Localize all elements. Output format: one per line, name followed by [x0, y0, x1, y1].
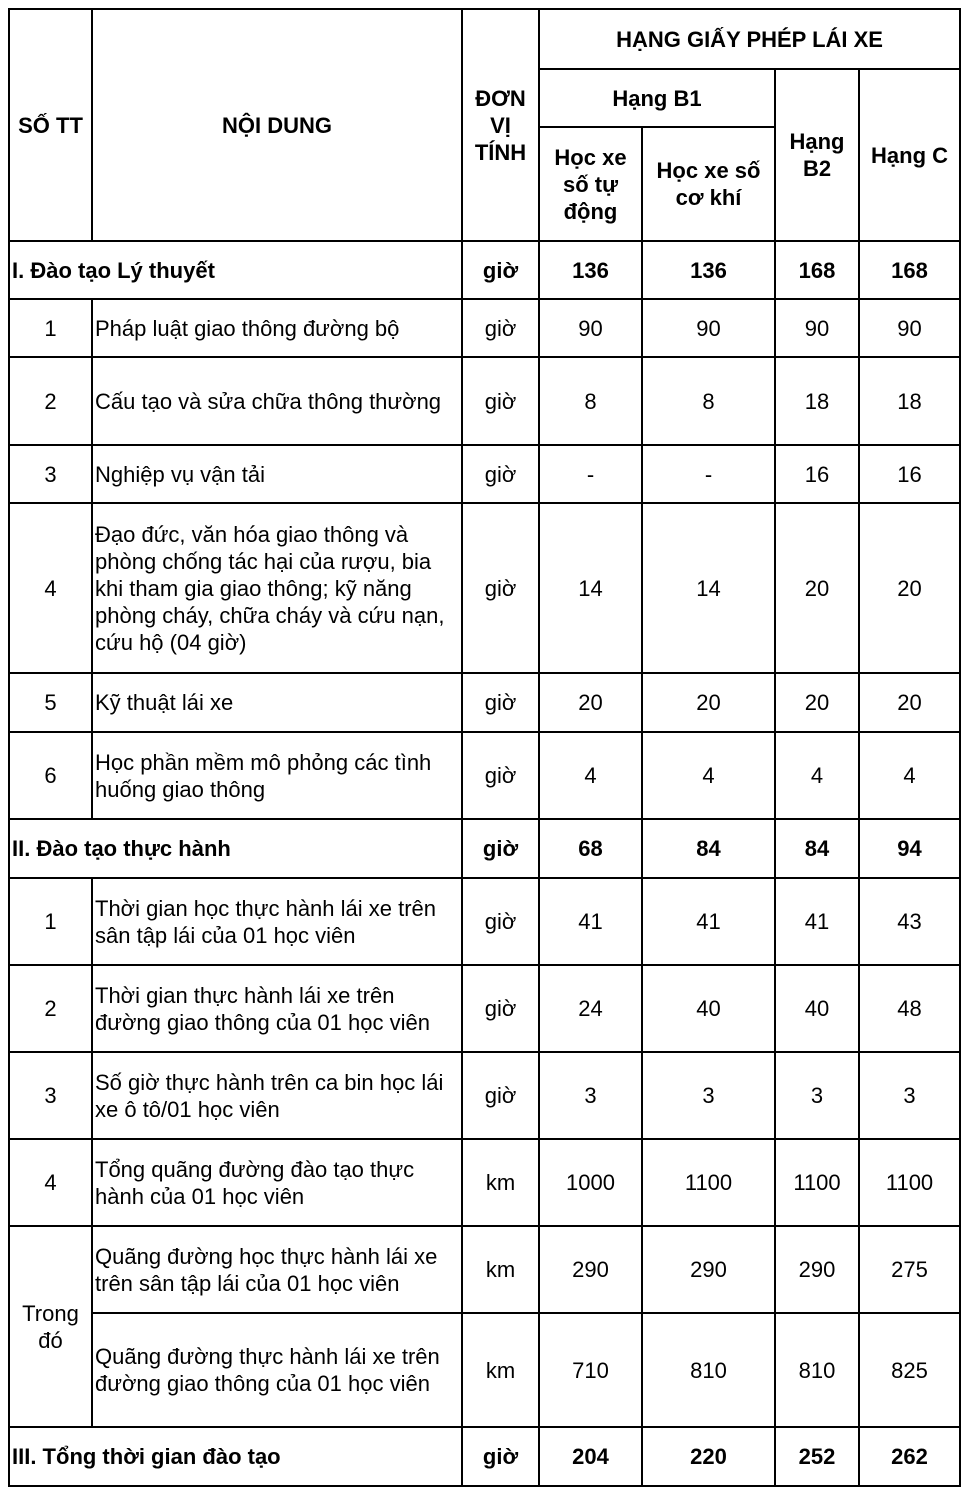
row-value-b2: 290	[775, 1226, 859, 1313]
row-value-b1-manual: 3	[642, 1052, 775, 1139]
row-value-b2: 18	[775, 357, 859, 445]
row-content: Quãng đường học thực hành lái xe trên sân tập lái của 01 học viên	[92, 1226, 462, 1313]
section-1-title: I. Đào tạo Lý thuyết	[9, 241, 462, 299]
row-unit: giờ	[462, 965, 539, 1052]
header-row-1	[9, 9, 960, 69]
row-value-b2: 90	[775, 299, 859, 357]
row-value-b1-manual: -	[642, 445, 775, 503]
section-3-value-b2: 252	[775, 1427, 859, 1486]
row-value-b1-manual: 41	[642, 878, 775, 965]
row-value-b1-auto: 1000	[539, 1139, 642, 1226]
section-1-value-c: 168	[859, 241, 960, 299]
row-value-c: 1100	[859, 1139, 960, 1226]
row-content: Quãng đường thực hành lái xe trên đường giao thông của 01 học viên	[92, 1313, 462, 1427]
row-value-b1-auto: 3	[539, 1052, 642, 1139]
row-value-b1-auto: 14	[539, 503, 642, 673]
section-2-title: II. Đào tạo thực hành	[9, 819, 462, 878]
header-b1-tu-dong: Học xe số tự động	[539, 127, 642, 241]
row-value-b2: 40	[775, 965, 859, 1052]
section-2-unit: giờ	[462, 819, 539, 878]
row-value-b1-auto: 20	[539, 673, 642, 732]
row-value-c: 90	[859, 299, 960, 357]
row-unit: giờ	[462, 503, 539, 673]
row-value-b2: 41	[775, 878, 859, 965]
table-row	[9, 445, 960, 503]
row-unit: giờ	[462, 1052, 539, 1139]
row-number: 5	[9, 673, 92, 732]
row-unit: giờ	[462, 732, 539, 819]
table-row	[9, 299, 960, 357]
row-value-c: 275	[859, 1226, 960, 1313]
row-content: Thời gian thực hành lái xe trên đường giao thông của 01 học viên	[92, 965, 462, 1052]
row-value-b1-manual: 14	[642, 503, 775, 673]
row-value-b1-manual: 1100	[642, 1139, 775, 1226]
row-value-b1-auto: 24	[539, 965, 642, 1052]
table-row	[9, 673, 960, 732]
row-content: Đạo đức, văn hóa giao thông và phòng chống tác hại của rượu, bia khi tham gia giao thông; kỹ năng phòng cháy, chữa cháy và cứu nạn, cứu hộ (04 giờ)	[92, 503, 462, 673]
training-table	[8, 8, 961, 1487]
section-3-row	[9, 1427, 960, 1486]
table-row	[9, 357, 960, 445]
row-value-b1-manual: 40	[642, 965, 775, 1052]
row-value-c: 20	[859, 673, 960, 732]
row-value-b1-auto: 4	[539, 732, 642, 819]
table-row	[9, 732, 960, 819]
section-2-value-c: 94	[859, 819, 960, 878]
row-value-c: 4	[859, 732, 960, 819]
row-number: 4	[9, 1139, 92, 1226]
row-content: Tổng quãng đường đào tạo thực hành của 01 học viên	[92, 1139, 462, 1226]
table-row	[9, 1226, 960, 1313]
header-don-vi-tinh: ĐƠN VỊ TÍNH	[462, 9, 539, 241]
section-2-value-b1-manual: 84	[642, 819, 775, 878]
row-value-b1-auto: 290	[539, 1226, 642, 1313]
row-content: Học phần mềm mô phỏng các tình huống giao thông	[92, 732, 462, 819]
row-unit: giờ	[462, 357, 539, 445]
row-unit: giờ	[462, 878, 539, 965]
header-hang-gplx: HẠNG GIẤY PHÉP LÁI XE	[539, 9, 960, 69]
trong-do-label: Trong đó	[9, 1226, 92, 1427]
row-unit: km	[462, 1313, 539, 1427]
row-value-b2: 20	[775, 503, 859, 673]
row-unit: giờ	[462, 299, 539, 357]
row-number: 1	[9, 299, 92, 357]
section-3-title: III. Tổng thời gian đào tạo	[9, 1427, 462, 1486]
row-value-b1-auto: -	[539, 445, 642, 503]
row-content: Cấu tạo và sửa chữa thông thường	[92, 357, 462, 445]
row-content: Số giờ thực hành trên ca bin học lái xe ô tô/01 học viên	[92, 1052, 462, 1139]
row-value-b1-manual: 8	[642, 357, 775, 445]
row-value-b1-manual: 20	[642, 673, 775, 732]
section-1-unit: giờ	[462, 241, 539, 299]
row-number: 2	[9, 357, 92, 445]
row-number: 3	[9, 445, 92, 503]
row-content: Thời gian học thực hành lái xe trên sân tập lái của 01 học viên	[92, 878, 462, 965]
row-unit: km	[462, 1139, 539, 1226]
row-number: 1	[9, 878, 92, 965]
header-hang-b2: Hạng B2	[775, 69, 859, 241]
row-value-c: 20	[859, 503, 960, 673]
section-3-unit: giờ	[462, 1427, 539, 1486]
row-value-b1-manual: 4	[642, 732, 775, 819]
row-content: Kỹ thuật lái xe	[92, 673, 462, 732]
row-value-b1-auto: 41	[539, 878, 642, 965]
row-value-b2: 20	[775, 673, 859, 732]
row-value-b1-manual: 90	[642, 299, 775, 357]
row-value-b1-auto: 8	[539, 357, 642, 445]
section-1-row	[9, 241, 960, 299]
header-hang-c: Hạng C	[859, 69, 960, 241]
row-value-c: 3	[859, 1052, 960, 1139]
section-3-value-c: 262	[859, 1427, 960, 1486]
row-value-b2: 3	[775, 1052, 859, 1139]
row-value-b1-auto: 90	[539, 299, 642, 357]
section-1-value-b1-manual: 136	[642, 241, 775, 299]
row-number: 4	[9, 503, 92, 673]
row-unit: giờ	[462, 445, 539, 503]
table-row	[9, 965, 960, 1052]
row-value-b2: 4	[775, 732, 859, 819]
row-content: Pháp luật giao thông đường bộ	[92, 299, 462, 357]
row-value-b1-manual: 810	[642, 1313, 775, 1427]
row-value-b2: 810	[775, 1313, 859, 1427]
section-2-value-b2: 84	[775, 819, 859, 878]
header-hang-b1: Hạng B1	[539, 69, 775, 127]
table-row	[9, 878, 960, 965]
section-2-value-b1-auto: 68	[539, 819, 642, 878]
row-number: 2	[9, 965, 92, 1052]
section-1-value-b1-auto: 136	[539, 241, 642, 299]
row-unit: km	[462, 1226, 539, 1313]
row-number: 6	[9, 732, 92, 819]
row-value-b1-manual: 290	[642, 1226, 775, 1313]
row-value-c: 825	[859, 1313, 960, 1427]
row-value-c: 48	[859, 965, 960, 1052]
row-unit: giờ	[462, 673, 539, 732]
table-row	[9, 1139, 960, 1226]
table-row	[9, 1052, 960, 1139]
table-row	[9, 503, 960, 673]
section-3-value-b1-manual: 220	[642, 1427, 775, 1486]
row-value-b1-auto: 710	[539, 1313, 642, 1427]
header-b1-co-khi: Học xe số cơ khí	[642, 127, 775, 241]
section-3-value-b1-auto: 204	[539, 1427, 642, 1486]
row-content: Nghiệp vụ vận tải	[92, 445, 462, 503]
header-noi-dung: NỘI DUNG	[92, 9, 462, 241]
row-number: 3	[9, 1052, 92, 1139]
row-value-b2: 1100	[775, 1139, 859, 1226]
section-1-value-b2: 168	[775, 241, 859, 299]
row-value-b2: 16	[775, 445, 859, 503]
table-row	[9, 1313, 960, 1427]
header-stt: SỐ TT	[9, 9, 92, 241]
row-value-c: 43	[859, 878, 960, 965]
row-value-c: 16	[859, 445, 960, 503]
section-2-row	[9, 819, 960, 878]
row-value-c: 18	[859, 357, 960, 445]
